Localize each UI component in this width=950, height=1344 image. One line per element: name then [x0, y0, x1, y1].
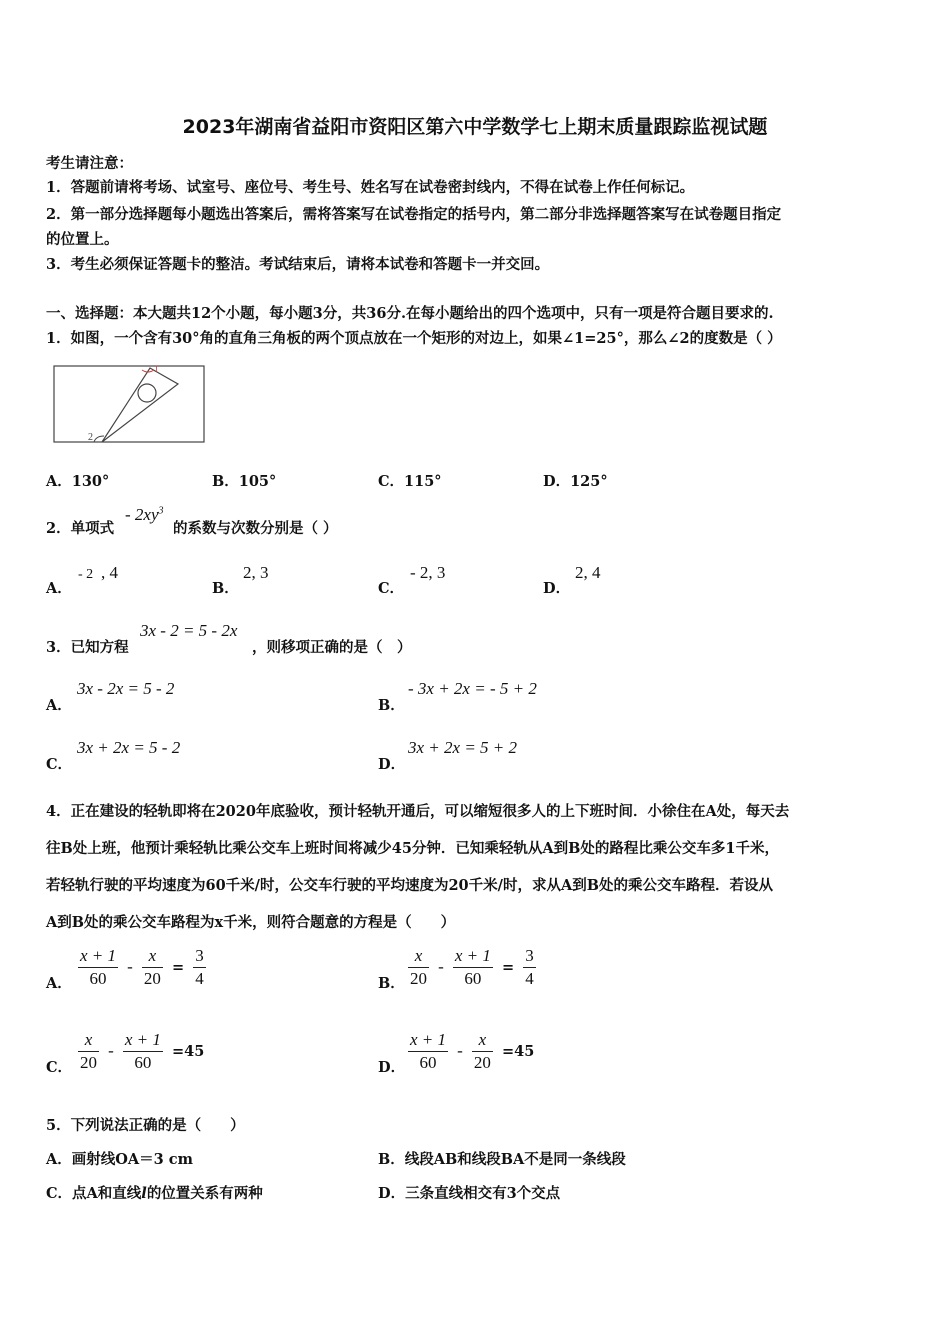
- q3-stem-post: ，则移项正确的是（ ）: [252, 639, 412, 656]
- q5-stem: 5．下列说法正确的是（ ）: [46, 1117, 245, 1134]
- q2-option-d-value: 2, 4: [575, 563, 601, 582]
- q1-option-c[interactable]: C．115°: [378, 473, 442, 490]
- q3-option-c-eq: 3x + 2x = 5 - 2: [77, 738, 181, 757]
- q1-option-a[interactable]: A．130°: [46, 473, 110, 490]
- ruler-hole-shape: [138, 384, 156, 402]
- fraction: $\frac{x + 1}{60}$: [454, 946, 491, 988]
- q5-option-b[interactable]: B．线段AB和线段BA不是同一条线段: [378, 1151, 626, 1168]
- q3-option-d-eq: 3x + 2x = 5 + 2: [408, 738, 518, 757]
- q3-equation: 3x - 2 = 5 - 2x: [140, 621, 238, 640]
- q5-option-d[interactable]: D．三条直线相交有3个交点: [378, 1185, 561, 1202]
- q2-option-a-value: - 2: [78, 567, 94, 582]
- q4-option-c-label[interactable]: C．: [46, 1059, 73, 1076]
- q3-option-d-label[interactable]: D．: [378, 756, 406, 773]
- q4-option-a-formula: $\frac{x + 1}{60}$ - $\frac{x}{20}$ = $\frac{3}{4}$: [80, 946, 204, 988]
- q2-option-c-label[interactable]: C．: [378, 580, 405, 597]
- notice-item-2-cont: 的位置上。: [46, 231, 119, 248]
- q4-stem-line-1: 4．正在建设的轻轨即将在2020年底验收，预计轻轨开通后，可以缩短很多人的上下班时间．小徐住在A处，每天去: [46, 803, 790, 820]
- triangle-ruler-shape: [102, 368, 178, 442]
- rectangle-shape: [54, 366, 204, 442]
- q2-option-b-label[interactable]: B．: [212, 580, 239, 597]
- notice-item-2: 2．第一部分选择题每小题选出答案后，需将答案写在试卷指定的括号内，第二部分非选择题答案写在试卷题目指定: [46, 206, 782, 223]
- page-title: 2023年湖南省益阳市资阳区第六中学数学七上期末质量跟踪监视试题: [182, 116, 768, 138]
- q3-option-b-eq: - 3x + 2x = - 5 + 2: [408, 679, 537, 698]
- q2-option-a-value2: , 4: [101, 563, 118, 582]
- q3-option-b-label[interactable]: B．: [378, 697, 405, 714]
- notice-heading: 考生请注意：: [46, 155, 133, 172]
- fraction: $\frac{3}{4}$: [525, 946, 534, 988]
- q4-option-b-formula: $\frac{x}{20}$ - $\frac{x + 1}{60}$ = $\frac{3}{4}$: [410, 946, 534, 988]
- fraction: $\frac{x + 1}{60}$: [80, 946, 117, 988]
- fraction: $\frac{x}{20}$: [473, 1030, 491, 1072]
- q5-option-c[interactable]: C．点A和直线l的位置关系有两种: [46, 1185, 263, 1202]
- q4-stem-line-3: 若轻轨行驶的平均速度为60千米/时，公交车行驶的平均速度为20千米/时，求从A到B处的乘公交车路程．若设从: [46, 877, 773, 894]
- q4-stem-line-4: A到B处的乘公交车路程为x千米，则符合题意的方程是（ ）: [46, 914, 456, 931]
- q5-option-a[interactable]: A．画射线OA＝3 cm: [46, 1151, 193, 1168]
- fraction: $\frac{x}{20}$: [143, 946, 161, 988]
- q2-option-b-value: 2, 3: [243, 563, 269, 582]
- q1-stem: 1．如图，一个含有30°角的直角三角板的两个顶点放在一个矩形的对边上，如果∠1=25°，那么∠2的度数是（ ）: [46, 330, 782, 347]
- fig-label-1: 1: [154, 364, 159, 374]
- fig-label-2: 2: [88, 432, 93, 443]
- q3-stem-pre: 3．已知方程: [46, 639, 129, 656]
- q4-option-d-label[interactable]: D．: [378, 1059, 406, 1076]
- q1-option-d[interactable]: D．125°: [543, 473, 608, 490]
- q4-stem-line-2: 往B处上班，他预计乘轻轨比乘公交车上班时间将减少45分钟．已知乘轻轨从A到B处的路程比乘公交车多1千米，: [46, 840, 780, 857]
- q2-option-a-label[interactable]: A．: [46, 580, 72, 597]
- q1-figure: [50, 360, 210, 450]
- q2-expression: - $2xy^3$: [125, 505, 164, 524]
- q4-option-c-formula: $\frac{x}{20}$ - $\frac{x + 1}{60}$ =45: [80, 1030, 205, 1072]
- q3-option-c-label[interactable]: C．: [46, 756, 73, 773]
- fraction: $\frac{3}{4}$: [195, 946, 204, 988]
- notice-item-1: 1．答题前请将考场、试室号、座位号、考生号、姓名写在试卷密封线内，不得在试卷上作任何标记。: [46, 179, 695, 196]
- q3-option-a-eq: 3x - 2x = 5 - 2: [77, 679, 175, 698]
- q4-option-a-label[interactable]: A．: [46, 975, 72, 992]
- q2-stem-pre: 2．单项式: [46, 520, 115, 537]
- q1-option-b[interactable]: B．105°: [212, 473, 277, 490]
- q4-option-d-formula: $\frac{x + 1}{60}$ - $\frac{x}{20}$ =45: [410, 1030, 535, 1072]
- fraction: $\frac{x + 1}{60}$: [410, 1030, 447, 1072]
- notice-item-3: 3．考生必须保证答题卡的整洁。考试结束后，请将本试卷和答题卡一并交回。: [46, 256, 550, 273]
- q2-option-d-label[interactable]: D．: [543, 580, 571, 597]
- q2-stem-post: 的系数与次数分别是（ ）: [173, 520, 338, 537]
- fraction: $\frac{x}{20}$: [80, 1030, 97, 1072]
- section-heading: 一、选择题：本大题共12个小题，每小题3分，共36分.在每小题给出的四个选项中，只有一项是符合题目要求的.: [46, 305, 774, 322]
- fraction: $\frac{x}{20}$: [410, 946, 427, 988]
- q2-option-c-value: - 2, 3: [410, 563, 446, 582]
- q4-option-b-label[interactable]: B．: [378, 975, 405, 992]
- q3-option-a-label[interactable]: A．: [46, 697, 72, 714]
- fraction: $\frac{x + 1}{60}$: [124, 1030, 161, 1072]
